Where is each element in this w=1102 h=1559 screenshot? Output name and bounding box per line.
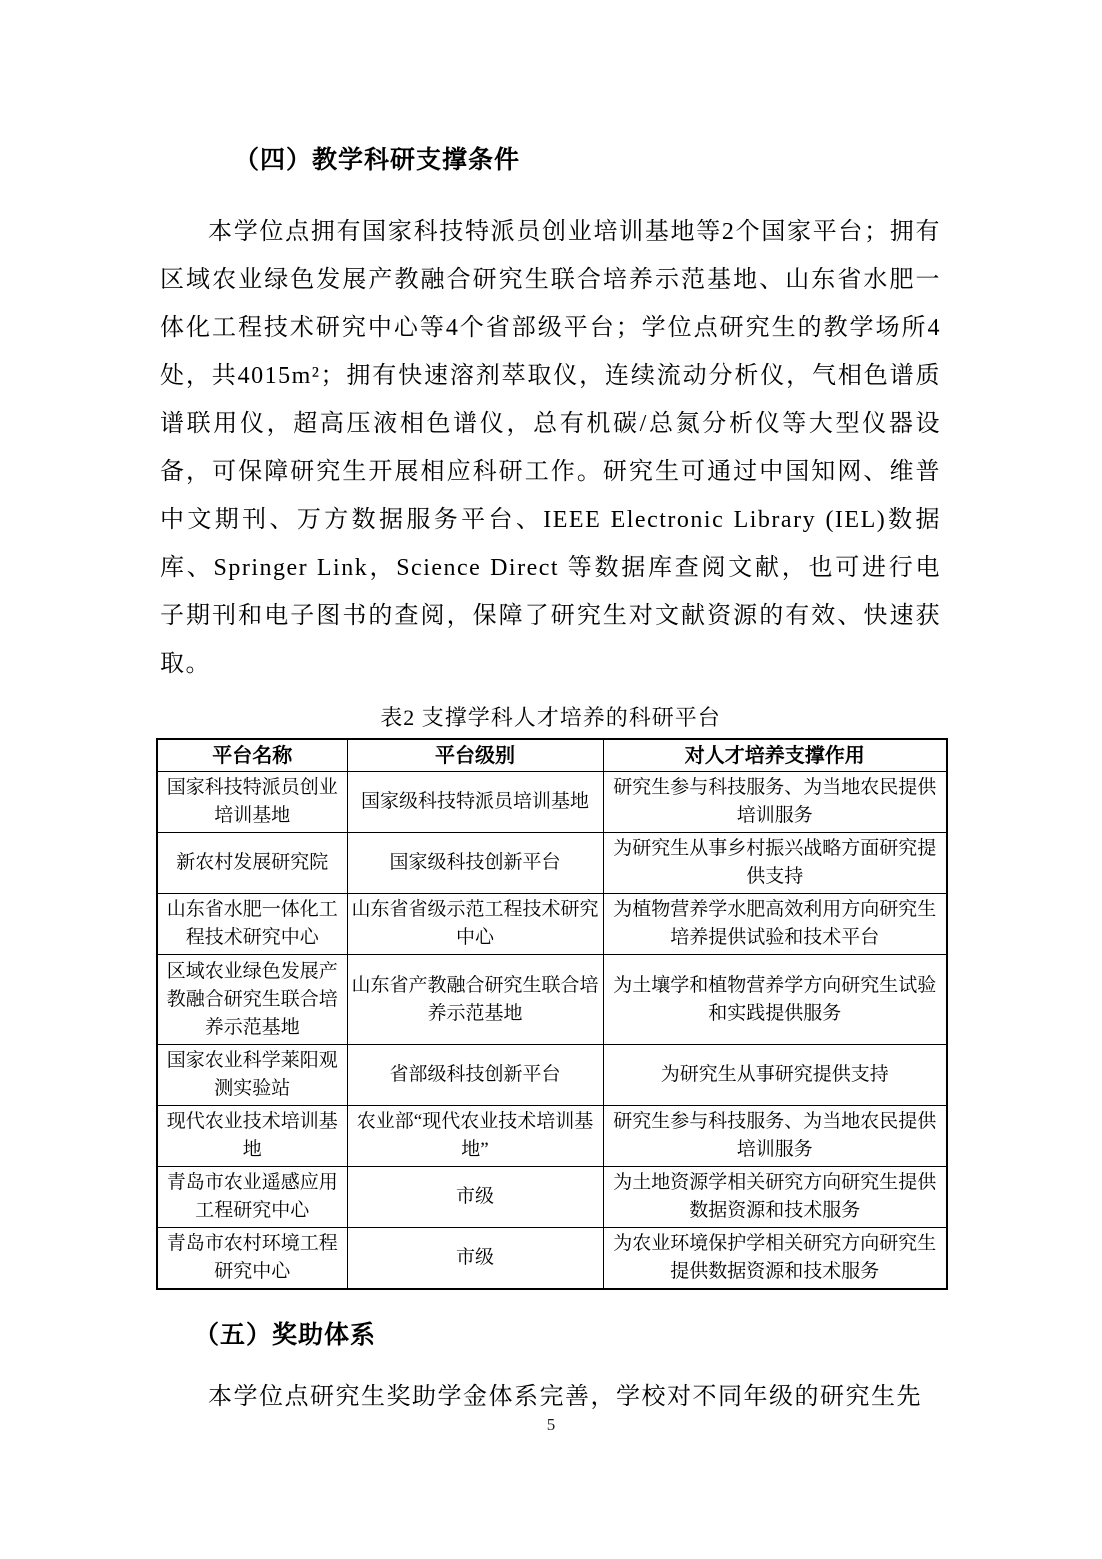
table-row (157, 1228, 947, 1290)
table-cell: 为植物营养学水肥高效利用方向研究生培养提供试验和技术平台 (603, 894, 947, 955)
platform-table (156, 738, 948, 1290)
table-row (157, 1045, 947, 1106)
table-header-row (157, 739, 947, 772)
section-4-paragraph: 本学位点拥有国家科技特派员创业培训基地等2个国家平台；拥有区域农业绿色发展产教融合研究生联合培养示范基地、山东省水肥一体化工程技术研究中心等4个省部级平台；学位点研究生的教学场所4处，共4015m²；拥有快速溶剂萃取仪，连续流动分析仪，气相色谱质谱联用仪，超高压液相色谱仪，总有机碳/总氮分析仪等大型仪器设备，可保障研究生开展相应科研工作。研究生可通过中国知网、维普中文期刊、万方数据服务平台、IEEE Electronic Library (IEL)数据库、Springer Link，Science Direct 等数据库查阅文献，也可进行电子期刊和电子图书的查阅，保障了研究生对文献资源的有效、快速获取。 (160, 219, 941, 677)
table-cell: 为研究生从事研究提供支持 (603, 1045, 947, 1106)
table-cell: 山东省省级示范工程技术研究中心 (347, 894, 603, 955)
table-cell: 省部级科技创新平台 (347, 1045, 603, 1106)
table-cell: 市级 (347, 1167, 603, 1228)
table-cell: 研究生参与科技服务、为当地农民提供培训服务 (603, 772, 947, 833)
platform-table-body (157, 772, 947, 1290)
table-cell: 研究生参与科技服务、为当地农民提供培训服务 (603, 1106, 947, 1167)
table-row (157, 955, 947, 1045)
table-cell: 国家科技特派员创业培训基地 (157, 772, 347, 833)
table-cell: 农业部“现代农业技术培训基地” (347, 1106, 603, 1167)
table-row (157, 833, 947, 894)
table-cell: 为土地资源学相关研究方向研究生提供数据资源和技术服务 (603, 1167, 947, 1228)
table-cell: 青岛市农业遥感应用工程研究中心 (157, 1167, 347, 1228)
table-cell: 为农业环境保护学相关研究方向研究生提供数据资源和技术服务 (603, 1228, 947, 1290)
section-heading-5: （五）奖助体系 (194, 1321, 377, 1349)
table-cell: 青岛市农村环境工程研究中心 (157, 1228, 347, 1290)
table-cell: 山东省水肥一体化工程技术研究中心 (157, 894, 347, 955)
table-cell: 现代农业技术培训基地 (157, 1106, 347, 1167)
section-5-paragraph: 本学位点研究生奖助学金体系完善，学校对不同年级的研究生先 (208, 1384, 922, 1410)
table-cell: 国家级科技特派员培训基地 (347, 772, 603, 833)
text-block (160, 0, 941, 1421)
table-cell: 国家农业科学莱阳观测实验站 (157, 1045, 347, 1106)
table-cell: 山东省产教融合研究生联合培养示范基地 (347, 955, 603, 1045)
table-header-cell: 对人才培养支撑作用 (603, 739, 947, 772)
table-header-cell: 平台名称 (157, 739, 347, 772)
table-row (157, 772, 947, 833)
table-cell: 市级 (347, 1228, 603, 1290)
section-heading-4: （四）教学科研支撑条件 (234, 146, 521, 174)
table-cell: 为土壤学和植物营养学方向研究生试验和实践提供服务 (603, 955, 947, 1045)
table-header-cell: 平台级别 (347, 739, 603, 772)
page-number: 5 (546, 1415, 556, 1434)
table-cell: 新农村发展研究院 (157, 833, 347, 894)
table-cell: 国家级科技创新平台 (347, 833, 603, 894)
table-caption: 表2 支撑学科人才培养的科研平台 (380, 705, 721, 730)
table-row (157, 894, 947, 955)
table-cell: 区域农业绿色发展产教融合研究生联合培养示范基地 (157, 955, 347, 1045)
table-cell: 为研究生从事乡村振兴战略方面研究提供支持 (603, 833, 947, 894)
table-row (157, 1167, 947, 1228)
platform-table-head (157, 739, 947, 772)
table-row (157, 1106, 947, 1167)
